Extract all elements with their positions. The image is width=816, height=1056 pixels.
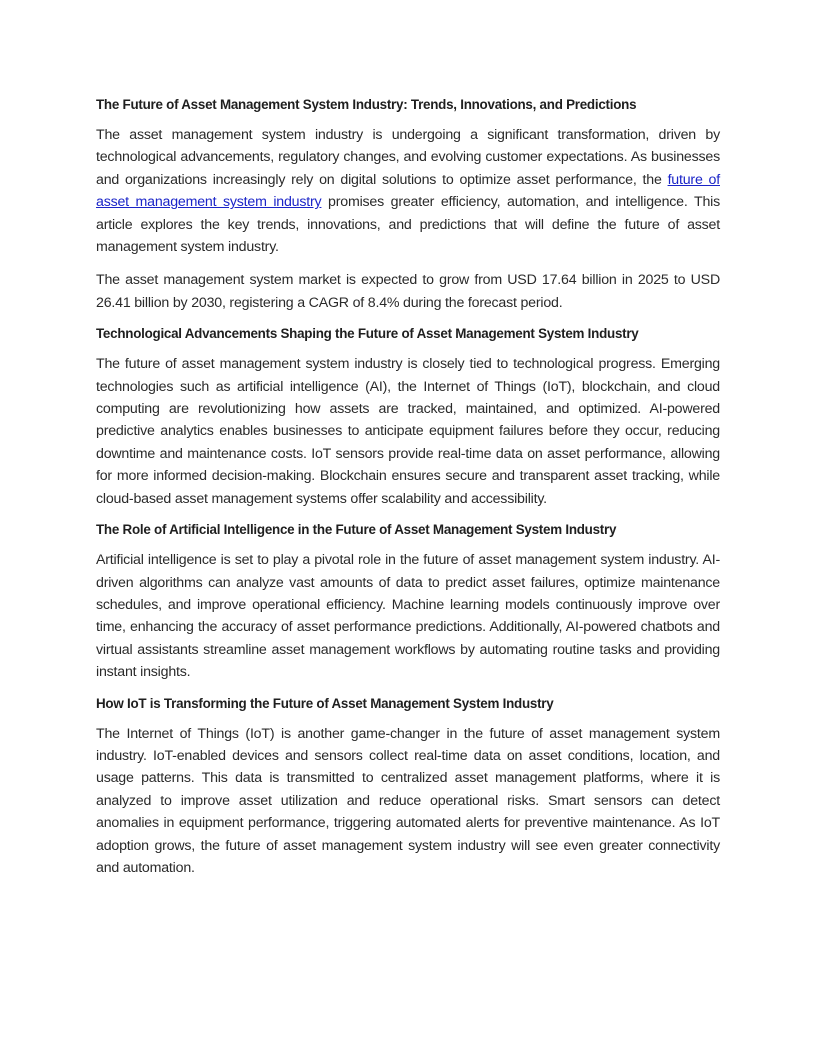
section-heading-iot: How IoT is Transforming the Future of Asset Management System Industry <box>96 695 554 711</box>
future-of-asset-management-link[interactable]: future of asset management system industry <box>96 171 720 211</box>
intro-text-before-link: The asset management system industry is undergoing a significant transformation, driven by technological advancements, regulatory changes, and evolving customer expectations. As businesses and organizations increasingly rely on digital solutions to optimize asset performance, the <box>96 127 720 188</box>
intro-text-after-link: promises greater efficiency, automation, and intelligence. This article explores the key trends, innovations, and predictions that will define the future of asset management system industry. <box>96 194 720 256</box>
section-heading-technological-advancements: Technological Advancements Shaping the Future of Asset Management System Industry <box>96 326 639 342</box>
document-page <box>96 96 720 890</box>
intro-paragraph <box>96 124 720 258</box>
section-heading-artificial-intelligence: The Role of Artificial Intelligence in the Future of Asset Management System Industry <box>96 522 617 538</box>
market-size-paragraph: The asset management system market is expected to grow from USD 17.64 billion in 2025 to USD 26.41 billion by 2030, registering a CAGR of 8.4% during the forecast period. <box>96 272 720 311</box>
document-title: The Future of Asset Management System Industry: Trends, Innovations, and Predictions <box>96 97 637 112</box>
section-body-artificial-intelligence: Artificial intelligence is set to play a pivotal role in the future of asset management system industry. AI-driven algorithms can analyze vast amounts of data to predict asset failures, optimize maintenance schedules, and improve operational efficiency. Machine learning models continuously improve over time, enhancing the accuracy of asset performance predictions. Additionally, AI-powered chatbots and virtual assistants streamline asset management workflows by automating routine tasks and providing instant insights. <box>96 552 720 681</box>
section-body-technological-advancements: The future of asset management system industry is closely tied to technological progress. Emerging technologies such as artificial intelligence (AI), the Internet of Things (IoT), blockchain, and cloud computing are revolutionizing how assets are tracked, maintained, and optimized. AI-powered predictive analytics enables businesses to anticipate equipment failures before they occur, reducing downtime and maintenance costs. IoT sensors provide real-time data on asset performance, allowing for more informed decision-making. Blockchain ensures secure and transparent asset tracking, while cloud-based asset management systems offer scalability and accessibility. <box>96 356 720 507</box>
section-body-iot: The Internet of Things (IoT) is another game-changer in the future of asset management system industry. IoT-enabled devices and sensors collect real-time data on asset conditions, location, and usage patterns. This data is transmitted to centralized asset management platforms, where it is analyzed to improve asset utilization and reduce operational risks. Smart sensors can detect anomalies in equipment performance, triggering automated alerts for preventive maintenance. As IoT adoption grows, the future of asset management system industry will see even greater connectivity and automation. <box>96 725 720 876</box>
